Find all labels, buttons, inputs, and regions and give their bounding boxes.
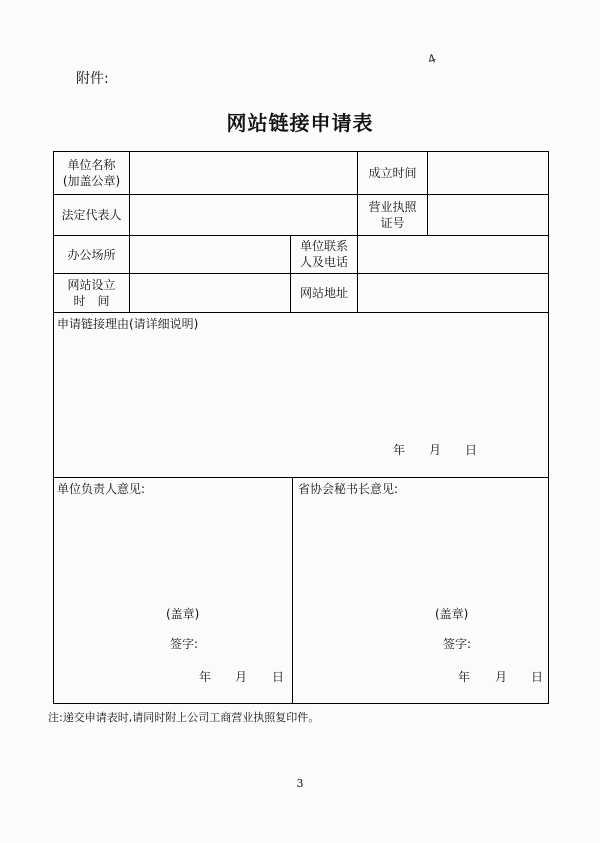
unit-head-year: 年 xyxy=(199,670,212,684)
legal-rep-field[interactable] xyxy=(130,195,357,235)
established-time-field[interactable] xyxy=(428,152,548,194)
license-field[interactable] xyxy=(428,195,548,235)
form-title: 网站链接申请表 xyxy=(226,111,374,135)
established-time-label: 成立时间 xyxy=(368,166,417,180)
legal-rep-label: 法定代表人 xyxy=(61,208,122,222)
reason-year: 年 xyxy=(393,443,406,457)
unit-head-day: 日 xyxy=(272,670,285,684)
site-setup-time-field[interactable] xyxy=(130,274,290,312)
license-label: 营业执照 证号 xyxy=(368,200,417,230)
office-place-field[interactable] xyxy=(130,236,290,273)
secretary-sign: 签字: xyxy=(443,637,472,651)
reason-label: 申请链接理由(请详细说明) xyxy=(57,317,199,331)
secretary-seal: (盖章) xyxy=(435,607,469,621)
unit-name-field[interactable] xyxy=(130,152,357,194)
site-setup-time-label: 网站设立 时 间 xyxy=(67,278,116,308)
site-address-field[interactable] xyxy=(358,274,548,312)
handwritten-mark: 4 xyxy=(425,51,438,67)
secretary-year: 年 xyxy=(458,670,471,684)
unit-head-opinion-field[interactable] xyxy=(54,497,292,597)
unit-head-sign: 签字: xyxy=(170,637,199,651)
contact-field[interactable] xyxy=(358,236,548,273)
contact-label: 单位联系 人及电话 xyxy=(299,239,348,269)
secretary-day: 日 xyxy=(531,670,544,684)
unit-name-label: 单位名称 (加盖公章) xyxy=(62,158,121,188)
secretary-opinion-field[interactable] xyxy=(293,497,548,597)
application-form xyxy=(53,151,549,704)
reason-month: 月 xyxy=(429,443,442,457)
unit-head-month: 月 xyxy=(235,670,248,684)
attachment-label: 附件: xyxy=(76,71,109,87)
row-divider xyxy=(54,477,548,478)
secretary-opinion-label: 省协会秘书长意见: xyxy=(298,482,399,496)
page-number: 3 xyxy=(296,777,304,790)
reason-day: 日 xyxy=(465,443,478,457)
unit-head-seal: (盖章) xyxy=(166,607,200,621)
site-address-label: 网站地址 xyxy=(299,286,348,300)
office-place-label: 办公场所 xyxy=(67,248,116,262)
row-divider xyxy=(54,312,548,313)
secretary-month: 月 xyxy=(495,670,508,684)
unit-head-opinion-label: 单位负责人意见: xyxy=(57,482,146,496)
footer-note: 注:递交申请表时,请同时附上公司工商营业执照复印件。 xyxy=(48,711,320,724)
